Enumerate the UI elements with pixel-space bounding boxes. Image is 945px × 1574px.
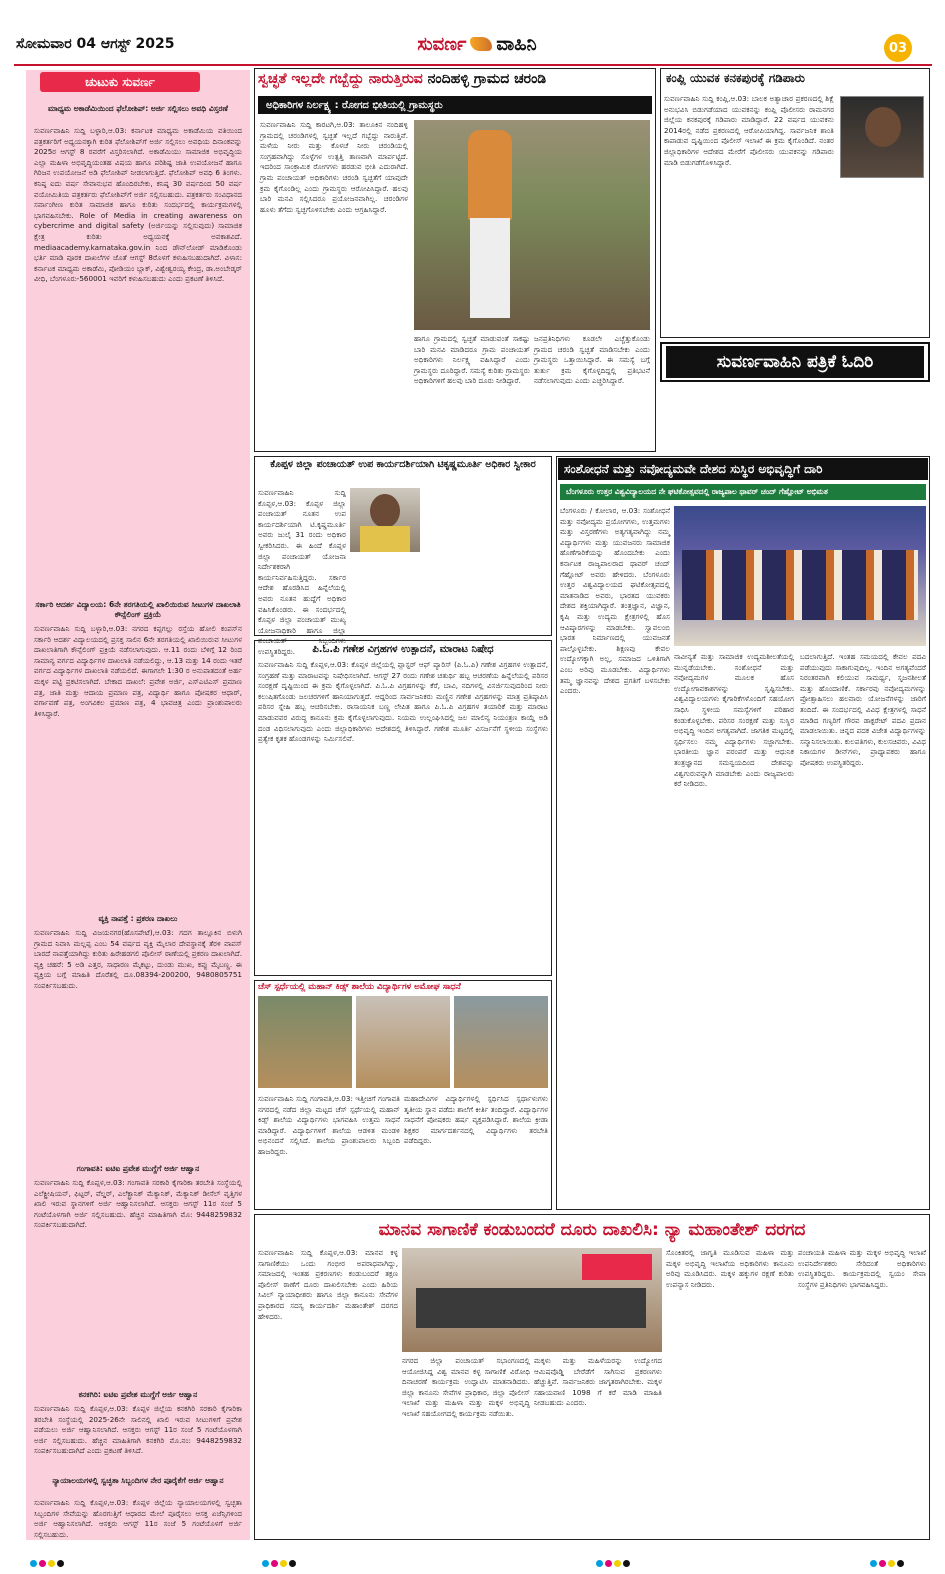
print-registration-marks	[870, 1552, 906, 1571]
convocation-body-col2: ನಾವೀನ್ಯತೆ ಮತ್ತು ಸಾಮಾಜಿಕ ಉದ್ಯಮಶೀಲತೆಯಲ್ಲಿ ಮುನ್ನಡೆಯಬೇಕು. ಸಂಶೋಧನೆ ಮತ್ತು ನವೋದ್ಯಮಗಳ ಮೂಲಕ ಹೊಸ ಉದ್ಯೋಗಾವಕಾಶಗಳನ್ನು ಸೃಷ್ಟಿಸಬೇಕು. ವಿಶ್ವವಿದ್ಯಾಲಯಗಳು ಕೈಗಾರಿಕೆಗಳೊಂದಿಗೆ ಸಹಯೋಗ ಸಾಧಿಸಿ ಸ್ಥಳೀಯ ಸಮಸ್ಯೆಗಳಿಗೆ ಪರಿಹಾರ ಕಂಡುಕೊಳ್ಳಬೇಕು. ಪರಿಸರ ಸಂರಕ್ಷಣೆ ಮತ್ತು ಸುಸ್ಥಿರ ಅಭಿವೃದ್ಧಿ ಇಂದಿನ ಅಗತ್ಯವಾಗಿದೆ. ಜಾಗತಿಕ ಮಟ್ಟದಲ್ಲಿ ಸ್ಪರ್ಧಿಸಲು ನಮ್ಮ ವಿದ್ಯಾರ್ಥಿಗಳು ಸಜ್ಜಾಗಬೇಕು. ಭಾರತೀಯ ಜ್ಞಾನ ಪರಂಪರೆ ಮತ್ತು ಆಧುನಿಕ ತಂತ್ರಜ್ಞಾನದ ಸಮನ್ವಯದಿಂದ ದೇಶವನ್ನು ವಿಶ್ವಗುರುವನ್ನಾಗಿ ಮಾಡಬೇಕು ಎಂದು ರಾಜ್ಯಪಾಲರು ಕರೆ ನೀಡಿದರು.	[674, 652, 794, 789]
print-registration-marks	[30, 1552, 66, 1571]
brief-body: ಸುವರ್ಣವಾಹಿನಿ ಸುದ್ದಿ ಕೊಪ್ಪಳ,ಆ.03: ಕೊಪ್ಪಳ ಜಿಲ್ಲೆಯ ಕನಕಗಿರಿ ಸರಕಾರಿ ಕೈಗಾರಿಕಾ ತರಬೇತಿ ಸಂಸ್ಥೆಯಲ್ಲಿ 2025-26ನೇ ಸಾಲಿನಲ್ಲಿ ಖಾಲಿ ಇರುವ ಸೀಟುಗಳಿಗೆ ಪ್ರವೇಶ ಪಡೆಯಲು ಅರ್ಜಿ ಆಹ್ವಾನಿಸಲಾಗಿದೆ. ಆಸಕ್ತರು ಆಗಸ್ಟ್ 11ರ ಸಂಜೆ 5 ಗಂಟೆಯೊಳಗಾಗಿ ಅರ್ಜಿ ಸಲ್ಲಿಸಬಹುದು. ಹೆಚ್ಚಿನ ಮಾಹಿತಿಗಾಗಿ ಕನಕಗಿರಿ ಮೊ.ನಂ: 9448259832 ಸಂಪರ್ಕಿಸಬಹುದಾಗಿದೆ ಎಂದು ಪ್ರಕಟಣೆ ತಿಳಿಸಿದೆ.	[34, 1404, 242, 1456]
village-headline-black: ನಂದಿಹಳ್ಳಿ ಗ್ರಾಮದ ಚರಂಡಿ	[427, 71, 547, 87]
masthead-logo	[397, 30, 557, 58]
logo-emblem-icon	[470, 37, 492, 51]
village-headline-red: ಸ್ವಚ್ಛತೆ ಇಲ್ಲದೇ ಗಬ್ಬೆದ್ದು ನಾರುತ್ತಿರುವ	[258, 71, 423, 87]
officer-body: ಸುವರ್ಣವಾಹಿನಿ ಸುದ್ದಿ ಕೊಪ್ಪಳ,ಆ.03: ಕೊಪ್ಪಳ ಜಿಲ್ಲಾ ಪಂಚಾಯತ್ ನೂತನ ಉಪ ಕಾರ್ಯದರ್ಶಿಯಾಗಿ ಟಿ.ಕೃಷ್ಣಮೂರ್ತಿ ಅವರು ಜುಲೈ 31 ರಂದು ಅಧಿಕಾರ ಸ್ವೀಕರಿಸಿದರು. ಈ ಹಿಂದೆ ಕೊಪ್ಪಳ ಜಿಲ್ಲಾ ಪಂಚಾಯತ್ ಯೋಜನಾ ನಿರ್ದೇಶಕರಾಗಿ ಕಾರ್ಯನಿರ್ವಹಿಸುತ್ತಿದ್ದರು. ಸರ್ಕಾರ ಆದೇಶ ಹೊರಡಿಸಿದ ಹಿನ್ನೆಲೆಯಲ್ಲಿ ಅವರು ನೂತನ ಹುದ್ದೆಗೆ ಅಧಿಕಾರ ವಹಿಸಿಕೊಂಡರು. ಈ ಸಂದರ್ಭದಲ್ಲಿ ಕೊಪ್ಪಳ ಜಿಲ್ಲಾ ಪಂಚಾಯತ್ ಮುಖ್ಯ ಯೋಜನಾಧಿಕಾರಿ ಹಾಗೂ ಜಿಲ್ಲಾ ಪಂಚಾಯತ್ ಸಿಬ್ಬಂದಿಗಳು ಉಪಸ್ಥಿತರಿದ್ದರು.	[258, 488, 346, 656]
convocation-body-col1: ಬೆಂಗಳೂರು / ಕೋಲಾರ, ಆ.03: ಸಂಶೋಧನೆ ಮತ್ತು ನವೋದ್ಯಮ ಪ್ರಯೋಗಗಳು, ಉತ್ತಮಗಳು ಮತ್ತು ವಿಸ್ತರಣೆಗಳು ಅತ್ಯಗತ್ಯವಾಗಿದ್ದು ನಮ್ಮ ವಿದ್ಯಾರ್ಥಿಗಳು ಮತ್ತು ಯುವಜನರು ಸಾಮಾಜಿಕ ಹೊಣೆಗಾರಿಕೆಯನ್ನು ಹೊಂದಬೇಕು ಎಂದು ಕರ್ನಾಟಕ ರಾಜ್ಯಪಾಲರಾದ ಥಾವರ್ ಚಂದ್ ಗೆಹ್ಲೋಟ್ ಅವರು ಹೇಳಿದರು. ಬೆಂಗಳೂರು ಉತ್ತರ ವಿಶ್ವವಿದ್ಯಾಲಯದ ಘಟಿಕೋತ್ಸವದಲ್ಲಿ ಮಾತನಾಡಿದ ಅವರು, ಭಾರತದ ಯುವಕರು ದೇಶದ ಶಕ್ತಿಯಾಗಿದ್ದಾರೆ. ತಂತ್ರಜ್ಞಾನ, ವಿಜ್ಞಾನ, ಕೃಷಿ ಮತ್ತು ಉದ್ಯಮ ಕ್ಷೇತ್ರಗಳಲ್ಲಿ ಹೊಸ ಆವಿಷ್ಕಾರಗಳನ್ನು ಮಾಡಬೇಕು. ಸ್ವಾವಲಂಬಿ ಭಾರತ ನಿರ್ಮಾಣದಲ್ಲಿ ಯುವಜನತೆ ಪಾಲ್ಗೊಳ್ಳಬೇಕು. ಶಿಕ್ಷಣವು ಕೇವಲ ಉದ್ಯೋಗಕ್ಕಾಗಿ ಅಲ್ಲ, ಸಮಾಜದ ಒಳಿತಿಗಾಗಿ ಎಂಬ ಅರಿವು ಮೂಡಬೇಕು. ವಿದ್ಯಾರ್ಥಿಗಳು ತಮ್ಮ ಜ್ಞಾನವನ್ನು ದೇಶದ ಪ್ರಗತಿಗೆ ಬಳಸಬೇಕು ಎಂದರು.	[560, 506, 670, 696]
trafficking-body-col3: ಮಕ್ಕಳು ಮತ್ತು ಮಹಿಳೆಯರನ್ನು ಉದ್ಯೋಗದ ಆಮಿಷವೊಡ್ಡಿ ಬೇರೆಡೆಗೆ ಸಾಗಿಸುವ ಪ್ರಕರಣಗಳು ಹೆಚ್ಚುತ್ತಿವೆ. ಸಾರ್ವಜನಿಕರು ಜಾಗೃತರಾಗಿರಬೇಕು. ಮಕ್ಕಳ ಸಹಾಯವಾಣಿ 1098 ಗೆ ಕರೆ ಮಾಡಿ ಮಾಹಿತಿ ನೀಡಬಹುದು ಎಂದರು.	[534, 1356, 662, 1408]
brief-body: ಸುವರ್ಣವಾಹಿನಿ ಸುದ್ದಿ ಬಳ್ಳಾರಿ,ಆ.03: ನಗರದ ಕಪ್ಪಗಲ್ಲು ರಸ್ತೆಯ ಹೋಲಿ ಕಂಪಸ್‌ನ ಸರ್ಕಾರಿ ಆದರ್ಶ ವಿದ್ಯಾಲಯದಲ್ಲಿ ಪ್ರಸಕ್ತ ಸಾಲಿನ 6ನೇ ತರಗತಿಯಲ್ಲಿ ಖಾಲಿಯಿರುವ ಸೀಟುಗಳ ದಾಖಲಾತಿಗಾಗಿ ಕೌನ್ಸೆಲಿಂಗ್ ಪ್ರಕ್ರಿಯೆ ನಡೆಸಲಾಗುವುದು. ಆ.11 ರಂದು ಬೆಳಿಗ್ಗೆ 12 ರಿಂದ ಸಾಮಾನ್ಯ ವರ್ಗದ ವಿದ್ಯಾರ್ಥಿಗಳ ದಾಖಲಾತಿ ನಡೆಯಲಿದ್ದು, ಆ.13 ಮತ್ತು 14 ರಂದು ಇತರೆ ವರ್ಗದ ವಿದ್ಯಾರ್ಥಿಗಳ ದಾಖಲಾತಿ ನಡೆಯಲಿದೆ. ಈಗಾಗಲೇ 1:30 ರ ಅನುಪಾತದಂತೆ ಅರ್ಹ ಮಕ್ಕಳ ಪಟ್ಟಿ ಪ್ರಕಟಿಸಲಾಗಿದೆ. ಬೇಕಾದ ದಾಖಲೆ: ಪ್ರವೇಶ ಅರ್ಜಿ, ಎಸ್‌ಎಟಿಎಸ್ ಪ್ರಮಾಣ ಪತ್ರ, ಜಾತಿ ಮತ್ತು ಆದಾಯ ಪ್ರಮಾಣ ಪತ್ರ, ವಿದ್ಯಾರ್ಥಿ ಹಾಗೂ ಪೋಷಕರ ಆಧಾರ್, ವರ್ಗಾವಣೆ ಪತ್ರ, ಅಂಗವಿಕಲ ಪ್ರಮಾಣ ಪತ್ರ, 4 ಭಾವಚಿತ್ರ ಎಂದು ಪ್ರಾಂಶುಪಾಲರು ತಿಳಿಸಿದ್ದಾರೆ.	[34, 624, 242, 718]
photo-person-shirt	[468, 130, 512, 220]
ganesha-headline: ಪಿ.ಓ.ಪಿ ಗಣೇಶ ವಿಗ್ರಹಗಳ ಉತ್ಪಾದನೆ, ಮಾರಾಟ ನಿಷೇಧ	[312, 644, 494, 655]
village-body-col3: ಜನಪ್ರತಿನಿಧಿಗಳು ಕೂಡಲೇ ಎಚ್ಚೆತ್ತುಕೊಂಡು ಗ್ರಾಮದ ಚರಂಡಿ ಸ್ವಚ್ಛತೆ ಮಾಡಿಸಬೇಕು ಎಂದು ಗ್ರಾಮಸ್ಥರು ಒತ್ತಾಯಿಸಿದ್ದಾರೆ. ಈ ಸಮಸ್ಯೆ ಬಗ್ಗೆ ತುರ್ತು ಕ್ರಮ ಕೈಗೊಳ್ಳದಿದ್ದಲ್ಲಿ ಪ್ರತಿಭಟನೆ ನಡೆಸಲಾಗುವುದು ಎಂದು ಎಚ್ಚರಿಸಿದ್ದಾರೆ.	[534, 334, 650, 386]
convocation-stage-photo	[674, 506, 926, 646]
brief-headline: ವ್ಯಕ್ತಿ ನಾಪತ್ತೆ : ಪ್ರಕರಣ ದಾಖಲು	[98, 914, 178, 923]
brief-headline: ಮಾಧ್ಯಮ ಅಕಾಡೆಮಿಯಿಂದ ಫೆಲೋಶಿಪ್: ಅರ್ಜಿ ಸಲ್ಲಿಸಲು ಅವಧಿ ವಿಸ್ತರಣೆ	[48, 104, 228, 113]
trafficking-body-col1: ಸುವರ್ಣವಾಹಿನಿ ಸುದ್ದಿ ಕೊಪ್ಪಳ,ಆ.03: ಮಾನವ ಕಳ್ಳ ಸಾಗಾಣಿಕೆಯು ಒಂದು ಗಂಭೀರ ಅಪರಾಧವಾಗಿದ್ದು, ಸಮಾಜದಲ್ಲಿ ಇಂತಹ ಪ್ರಕರಣಗಳು ಕಂಡುಬಂದರೆ ತಕ್ಷಣ ಪೊಲೀಸ್ ಠಾಣೆಗೆ ದೂರು ದಾಖಲಿಸಬೇಕು ಎಂದು ಹಿರಿಯ ಸಿವಿಲ್ ನ್ಯಾಯಾಧೀಶರು ಹಾಗೂ ಜಿಲ್ಲಾ ಕಾನೂನು ಸೇವೆಗಳ ಪ್ರಾಧಿಕಾರದ ಸದಸ್ಯ ಕಾರ್ಯದರ್ಶಿ ಮಹಾಂತೇಶ್ ದರಗದ ಹೇಳಿದರು.	[258, 1248, 398, 1321]
photo-banner	[582, 1254, 652, 1280]
student-photo-1	[258, 996, 352, 1088]
officer-photo	[350, 488, 420, 552]
brief-body: ಸುವರ್ಣವಾಹಿನಿ ಸುದ್ದಿ ಕೊಪ್ಪಳ,ಆ.03: ಕೊಪ್ಪಳ ಜಿಲ್ಲೆಯ ನ್ಯಾಯಾಲಯಗಳಲ್ಲಿ ಸ್ವಚ್ಛತಾ ಸಿಬ್ಬಂದಿಗಳ ಸೇವೆಯನ್ನು ಹೊರಗುತ್ತಿಗೆ ಆಧಾರದ ಮೇಲೆ ಪೂರೈಸಲು ಆಸಕ್ತ ಏಜೆನ್ಸಿಗಳಿಂದ ಅರ್ಜಿ ಆಹ್ವಾನಿಸಲಾಗಿದೆ. ಆಸಕ್ತರು ಆಗಸ್ಟ್ 11ರ ಸಂಜೆ 5 ಗಂಟೆಯೊಳಗೆ ಅರ್ಜಿ ಸಲ್ಲಿಸಬಹುದು.	[34, 1498, 242, 1539]
village-subheadline-band: ಅಧಿಕಾರಿಗಳ ನಿರ್ಲಕ್ಷ್ಯ : ರೋಗದ ಭೀತಿಯಲ್ಲಿ ಗ್ರಾಮಸ್ಥರು	[258, 96, 652, 114]
village-body-col2: ಹಾಗೂ ಗ್ರಾಮದಲ್ಲಿ ಸ್ವಚ್ಛತೆ ಮಾಡುವಂತೆ ಸಾಕಷ್ಟು ಬಾರಿ ಮನವಿ ಮಾಡಿದರೂ ಗ್ರಾಮ ಪಂಚಾಯತ್ ಅಧಿಕಾರಿಗಳು ನಿರ್ಲಕ್ಷ್ಯ ವಹಿಸಿದ್ದಾರೆ ಎಂದು ಗ್ರಾಮಸ್ಥರು ದೂರಿದ್ದಾರೆ. ಸಮಸ್ಯೆ ಕುರಿತು ಗ್ರಾಮಸ್ಥರು ಅಧಿಕಾರಿಗಳಿಗೆ ಹಲವು ಬಾರಿ ದೂರು ನೀಡಿದ್ದಾರೆ.	[414, 334, 530, 386]
photo-dais-table	[416, 1288, 646, 1328]
photo-dignitaries-row	[682, 550, 918, 620]
logo-left-text: ಸುವರ್ಣ	[417, 33, 467, 55]
kampli-body: ಸುವರ್ಣವಾಹಿನಿ ಸುದ್ದಿ ಕಂಪ್ಲಿ,ಆ.03: ಬಾಲಕ ಅತ್ಯಾಚಾರ ಪ್ರಕರಣದಲ್ಲಿ ಶಿಕ್ಷೆ ಅನುಭವಿಸಿ ಬಿಡುಗಡೆಯಾದ ಯುವಕನನ್ನು ಕಂಪ್ಲಿ ಪೊಲೀಸರು ರಾಮನಗರ ಜಿಲ್ಲೆಯ ಕನಕಪುರಕ್ಕೆ ಗಡಿಪಾರು ಮಾಡಿದ್ದಾರೆ. 22 ವರ್ಷದ ಯುವಕನು 2014ರಲ್ಲಿ ನಡೆದ ಪ್ರಕರಣದಲ್ಲಿ ಆರೋಪಿಯಾಗಿದ್ದ. ಸಾರ್ವಜನಿಕ ಶಾಂತಿ ಕಾಪಾಡುವ ದೃಷ್ಟಿಯಿಂದ ಪೊಲೀಸ್ ಇಲಾಖೆ ಈ ಕ್ರಮ ಕೈಗೊಂಡಿದೆ. ನಂತರ ಜಿಲ್ಲಾಧಿಕಾರಿಗಳ ಆದೇಶದ ಮೇರೆಗೆ ಪೊಲೀಸರು ಯುವಕನನ್ನು ಗಡಿಪಾರು ಮಾಡಿ ಬಿಡುಗಡೆಗೊಳಿಸಿದ್ದಾರೆ.	[664, 94, 834, 167]
brief-headline: ಸರ್ಕಾರಿ ಆದರ್ಶ ವಿದ್ಯಾಲಯ: 6ನೇ ತರಗತಿಯಲ್ಲಿ ಖಾಲಿಯಿರುವ ಸೀಟುಗಳ ದಾಖಲಾತಿ ಕೌನ್ಸೆಲಿಂಗ್ ಪ್ರಕ್ರಿಯೆ	[35, 600, 241, 619]
trafficking-event-photo	[402, 1248, 662, 1352]
trafficking-body-col4: ಸೊಂಕಿತರಲ್ಲಿ ಜಾಗೃತಿ ಮೂಡಿಸುವ ಮಹಿಳಾ ಮತ್ತು ಮಕ್ಕಳ ಅಭಿವೃದ್ಧಿ ಇಲಾಖೆಯ ಅಧಿಕಾರಿಗಳು ಕಾನೂನು ಅರಿವು ಮೂಡಿಸಿದರು. ಮಕ್ಕಳ ಹಕ್ಕುಗಳ ರಕ್ಷಣೆ ಕುರಿತು ಉಪನ್ಯಾಸ ನೀಡಿದರು.	[666, 1248, 794, 1289]
village-body-col1: ಸುವರ್ಣವಾಹಿನಿ ಸುದ್ದಿ ಕಾರಟಗಿ,ಆ.03: ತಾಲೂಕಿನ ನಂದಿಹಳ್ಳಿ ಗ್ರಾಮದಲ್ಲಿ ಚರಂಡಿಗಳಲ್ಲಿ ಸ್ವಚ್ಛತೆ ಇಲ್ಲದೆ ಗಬ್ಬೆದ್ದು ನಾರುತ್ತಿವೆ. ಮಳೆಯ ನೀರು ಮತ್ತು ಕೊಳಚೆ ನೀರು ಚರಂಡಿಯಲ್ಲಿ ಸಂಗ್ರಹವಾಗಿದ್ದು ಸೊಳ್ಳೆಗಳ ಉತ್ಪತ್ತಿ ತಾಣವಾಗಿ ಮಾರ್ಪಟ್ಟಿದೆ. ಇದರಿಂದ ಸಾಂಕ್ರಾಮಿಕ ರೋಗಗಳು ಹರಡುವ ಭೀತಿ ಎದುರಾಗಿದೆ. ಗ್ರಾಮ ಪಂಚಾಯತ್ ಅಧಿಕಾರಿಗಳು ಚರಂಡಿ ಸ್ವಚ್ಛತೆಗೆ ಯಾವುದೇ ಕ್ರಮ ಕೈಗೊಂಡಿಲ್ಲ ಎಂದು ಗ್ರಾಮಸ್ಥರು ಆರೋಪಿಸಿದ್ದಾರೆ. ಹಲವು ಬಾರಿ ಮನವಿ ಸಲ್ಲಿಸಿದರೂ ಪ್ರಯೋಜನವಾಗಿಲ್ಲ. ಚರಂಡಿಗಳ ಹೂಳು ತೆಗೆದು ಸ್ವಚ್ಛಗೊಳಿಸಬೇಕು ಎಂದು ಆಗ್ರಹಿಸಿದ್ದಾರೆ.	[260, 120, 408, 214]
officer-shirt	[360, 526, 410, 552]
brief-headline: ನ್ಯಾಯಾಲಯಗಳಲ್ಲಿ ಸ್ವಚ್ಛತಾ ಸಿಬ್ಬಂದಿಗಳ ನೇರ ಪೂರೈಕೆಗೆ ಅರ್ಜಿ ಆಹ್ವಾನ	[52, 1476, 224, 1485]
convocation-headline: ಸಂಶೋಧನೆ ಮತ್ತು ನವೋದ್ಯಮವೇ ದೇಶದ ಸುಸ್ಥಿರ ಅಭಿವೃದ್ಧಿಗೆ ದಾರಿ	[558, 458, 928, 480]
chess-headline: ಚೆಸ್ ಸ್ಪರ್ಧೆಯಲ್ಲಿ ಮಹಾನ್ ಕಿಡ್ಸ್ ಶಾಲೆಯ ವಿದ್ಯಾರ್ಥಿಗಳ ಅಮೋಘ ಸಾಧನೆ	[258, 982, 461, 992]
brief-headline: ಗಂಗಾವತಿ: ಐಟಿಐ ಪ್ರವೇಶ ಮುಗ್ದೆಗೆ ಅರ್ಜಿ ಆಹ್ವಾನ	[76, 1164, 200, 1173]
brief-body: ಸುವರ್ಣವಾಹಿನಿ ಸುದ್ದಿ ವಿಜಯನಗರ(ಹೊಸಪೇಟೆ),ಆ.03: ಗದಗ ತಾಲ್ಲೂಕಿನ ಬಿಳುಗಿ ಗ್ರಾಮದ ನಿವಾಸಿ ಮಲ್ಲಪ್ಪ ಎಂಬ 54 ವರ್ಷದ ವ್ಯಕ್ತಿ ಮೈಲಾರ ದೇವಸ್ಥಾನಕ್ಕೆ ತೆರಳಿ ವಾಪಸ್ ಬಾರದೆ ನಾಪತ್ತೆಯಾಗಿದ್ದು ಕುರಿತು ಹಿರೇಹಡಗಲಿ ಪೊಲೀಸ್ ಠಾಣೆಯಲ್ಲಿ ಪ್ರಕರಣ ದಾಖಲಾಗಿದೆ. ವ್ಯಕ್ತಿ ಚಹರೆ: 5 ಅಡಿ ಎತ್ತರ, ಸಾಧಾರಣ ಮೈಕಟ್ಟು, ದುಂಡು ಮುಖ, ಕಪ್ಪು ಮೈಬಣ್ಣ. ಈ ವ್ಯಕ್ತಿಯ ಬಗ್ಗೆ ಮಾಹಿತಿ ದೊರೆತಲ್ಲಿ ದೂ.08394-200200, 9480805751 ಸಂಪರ್ಕಿಸಬಹುದು.	[34, 928, 242, 990]
trafficking-body-col2: ನಗರದ ಜಿಲ್ಲಾ ಪಂಚಾಯತ್ ಸಭಾಂಗಣದಲ್ಲಿ ಆಯೋಜಿಸಿದ್ದ ವಿಶ್ವ ಮಾನವ ಕಳ್ಳ ಸಾಗಾಣಿಕೆ ವಿರೋಧಿ ದಿನಾಚರಣೆ ಕಾರ್ಯಕ್ರಮ ಉದ್ಘಾಟಿಸಿ ಮಾತನಾಡಿದರು. ಜಿಲ್ಲಾ ಕಾನೂನು ಸೇವೆಗಳ ಪ್ರಾಧಿಕಾರ, ಜಿಲ್ಲಾ ಪೊಲೀಸ್ ಇಲಾಖೆ ಮತ್ತು ಮಹಿಳಾ ಮತ್ತು ಮಕ್ಕಳ ಅಭಿವೃದ್ಧಿ ಇಲಾಖೆ ಸಹಯೋಗದಲ್ಲಿ ಕಾರ್ಯಕ್ರಮ ನಡೆಯಿತು.	[402, 1356, 530, 1418]
trafficking-body-col5: ಪಂಚಾಯತಿ ಮಹಿಳಾ ಮತ್ತು ಮಕ್ಕಳ ಅಭಿವೃದ್ಧಿ ಇಲಾಖೆ ಉಪನಿರ್ದೇಶಕರು ಸೇರಿದಂತೆ ಅಧಿಕಾರಿಗಳು ಉಪಸ್ಥಿತರಿದ್ದರು. ಕಾರ್ಯಕ್ರಮದಲ್ಲಿ ಸ್ವಯಂ ಸೇವಾ ಸಂಸ್ಥೆಗಳ ಪ್ರತಿನಿಧಿಗಳು ಭಾಗವಹಿಸಿದ್ದರು.	[798, 1248, 926, 1289]
village-drain-photo	[414, 120, 650, 330]
print-registration-marks	[596, 1552, 632, 1571]
trafficking-headline: ಮಾನವ ಸಾಗಾಣಿಕೆ ಕಂಡುಬಂದರೆ ದೂರು ದಾಖಲಿಸಿ: ನ್ಯಾ ಮಹಾಂತೇಶ್ ದರಗದ	[378, 1219, 806, 1240]
accused-face	[865, 107, 901, 147]
chess-body-col2: ಮಹಾದೇವಿಗಳ ವಿದ್ಯಾರ್ಥಿಗಳಲ್ಲಿ ಸ್ಪರ್ಧಿಸಿದ ಸ್ಪರ್ಧಾಳುಗಳು ತೃತೀಯ ಸ್ಥಾನ ಪಡೆದು ಶಾಲೆಗೆ ಕೀರ್ತಿ ತಂದಿದ್ದಾರೆ. ವಿದ್ಯಾರ್ಥಿಗಳ ಸಾಧನೆಗೆ ಪೋಷಕರು ಹರ್ಷ ವ್ಯಕ್ತಪಡಿಸಿದ್ದಾರೆ. ಶಾಲೆಯ ಕ್ರೀಡಾ ಶಿಕ್ಷಕರ ಮಾರ್ಗದರ್ಶನದಲ್ಲಿ ವಿದ್ಯಾರ್ಥಿಗಳು ತರಬೇತಿ ಪಡೆದಿದ್ದರು.	[404, 1094, 548, 1146]
ganesha-body: ಸುವರ್ಣವಾಹಿನಿ ಸುದ್ದಿ ಕೊಪ್ಪಳ,ಆ.03: ಕೊಪ್ಪಳ ಜಿಲ್ಲೆಯಲ್ಲಿ ಪ್ಲಾಸ್ಟರ್ ಆಫ್ ಪ್ಯಾರಿಸ್ (ಪಿ.ಓ.ಪಿ) ಗಣೇಶ ವಿಗ್ರಹಗಳ ಉತ್ಪಾದನೆ, ಸಂಗ್ರಹಣೆ ಮತ್ತು ಮಾರಾಟವನ್ನು ನಿಷೇಧಿಸಲಾಗಿದೆ. ಆಗಸ್ಟ್ 27 ರಂದು ಗಣೇಶ ಚತುರ್ಥಿ ಹಬ್ಬ ಆಚರಣೆಯ ಹಿನ್ನೆಲೆಯಲ್ಲಿ ಪರಿಸರ ಸಂರಕ್ಷಣೆ ದೃಷ್ಟಿಯಿಂದ ಈ ಕ್ರಮ ಕೈಗೊಳ್ಳಲಾಗಿದೆ. ಪಿ.ಓ.ಪಿ ವಿಗ್ರಹಗಳನ್ನು ಕೆರೆ, ಬಾವಿ, ನದಿಗಳಲ್ಲಿ ವಿಸರ್ಜಿಸುವುದರಿಂದ ನೀರು ಕಲುಷಿತಗೊಂಡು ಜಲಚರಗಳಿಗೆ ಹಾನಿಯಾಗುತ್ತದೆ. ಆದ್ದರಿಂದ ಸಾರ್ವಜನಿಕರು ಮಣ್ಣಿನ ಗಣೇಶ ವಿಗ್ರಹಗಳನ್ನು ಮಾತ್ರ ಪ್ರತಿಷ್ಠಾಪಿಸಿ ಪರಿಸರ ಸ್ನೇಹಿ ಹಬ್ಬ ಆಚರಿಸಬೇಕು. ರಾಸಾಯನಿಕ ಬಣ್ಣ ಲೇಪಿತ ಹಾಗೂ ಪಿ.ಓ.ಪಿ ವಿಗ್ರಹಗಳ ತಯಾರಿಕೆ ಮತ್ತು ಮಾರಾಟ ಮಾಡುವವರ ವಿರುದ್ಧ ಕಾನೂನು ಕ್ರಮ ಕೈಗೊಳ್ಳಲಾಗುವುದು. ನಿಯಮ ಉಲ್ಲಂಘಿಸಿದಲ್ಲಿ ಜಲ ಮಾಲಿನ್ಯ ನಿಯಂತ್ರಣ ಕಾಯ್ದೆ ಅಡಿ ದಂಡ ವಿಧಿಸಲಾಗುವುದು ಎಂದು ಜಿಲ್ಲಾಧಿಕಾರಿಗಳು ಆದೇಶದಲ್ಲಿ ತಿಳಿಸಿದ್ದಾರೆ. ಗಣೇಶ ಮೂರ್ತಿ ವಿಸರ್ಜನೆಗೆ ಸ್ಥಳೀಯ ಸಂಸ್ಥೆಗಳು ಪ್ರತ್ಯೇಕ ಕೃತಕ ಹೊಂಡಗಳನ್ನು ನಿರ್ಮಿಸಲಿವೆ.	[258, 660, 548, 744]
kampli-headline: ಕಂಪ್ಲಿ ಯುವಕ ಕನಕಪುರಕ್ಕೆ ಗಡಿಪಾರು	[666, 71, 805, 85]
masthead-divider	[14, 64, 932, 66]
subscribe-banner: ಸುವರ್ಣವಾಹಿನಿ ಪತ್ರಿಕೆ ಓದಿರಿ	[666, 346, 924, 378]
chutuku-section-title: ಚುಟುಕು ಸುವರ್ಣ	[40, 72, 200, 92]
officer-headline: ಕೊಪ್ಪಳ ಜಿಲ್ಲಾ ಪಂಚಾಯತ್ ಉಪ ಕಾರ್ಯದರ್ಶಿಯಾಗಿ ಟಿಕೃಷ್ಣಮೂರ್ತಿ ಅಧಿಕಾರ ಸ್ವೀಕಾರ	[270, 459, 536, 470]
student-photo-3	[454, 996, 548, 1088]
village-headline	[258, 72, 652, 87]
accused-photo	[840, 96, 924, 178]
brief-headline: ಕನಕಗಿರಿ: ಐಟಿಐ ಪ್ರವೇಶ ಮುಗ್ದೆಗೆ ಅರ್ಜಿ ಆಹ್ವಾನ	[78, 1390, 198, 1399]
convocation-body-col3: ಬದಲಾಗುತ್ತಿದೆ. ಇಂತಹ ಸಮಯದಲ್ಲಿ ಕೇವಲ ಪದವಿ ಪಡೆಯುವುದು ಸಾಕಾಗುವುದಿಲ್ಲ. ಇಂದಿನ ಅಗತ್ಯವೆಂದರೆ ನಿರಂತರವಾಗಿ ಕಲಿಯುವ ಸಾಮರ್ಥ್ಯ, ಸೃಜನಶೀಲತೆ ಮತ್ತು ಹೊಂದಾಣಿಕೆ. ಸರ್ಕಾರವು ನವೋದ್ಯಮಗಳನ್ನು ಪ್ರೋತ್ಸಾಹಿಸಲು ಹಲವಾರು ಯೋಜನೆಗಳನ್ನು ಜಾರಿಗೆ ತಂದಿದೆ. ಈ ಸಂದರ್ಭದಲ್ಲಿ ವಿವಿಧ ಕ್ಷೇತ್ರಗಳಲ್ಲಿ ಸಾಧನೆ ಮಾಡಿದ ಗಣ್ಯರಿಗೆ ಗೌರವ ಡಾಕ್ಟರೇಟ್ ಪದವಿ ಪ್ರದಾನ ಮಾಡಲಾಯಿತು. ಚಿನ್ನದ ಪದಕ ವಿಜೇತ ವಿದ್ಯಾರ್ಥಿಗಳನ್ನು ಸನ್ಮಾನಿಸಲಾಯಿತು. ಕುಲಪತಿಗಳು, ಕುಲಸಚಿವರು, ವಿವಿಧ ನಿಕಾಯಗಳ ಡೀನ್‌ಗಳು, ಪ್ರಾಧ್ಯಾಪಕರು ಹಾಗೂ ಪೋಷಕರು ಉಪಸ್ಥಿತರಿದ್ದರು.	[800, 652, 926, 767]
issue-date: ಸೋಮವಾರ 04 ಆಗಸ್ಟ್ 2025	[16, 36, 175, 52]
photo-person-dhoti	[470, 218, 510, 318]
page-number: 03	[884, 34, 912, 62]
logo-right-text: ವಾಹಿನಿ	[496, 33, 537, 55]
student-photo-2	[356, 996, 450, 1088]
chess-body-col1: ಸುವರ್ಣವಾಹಿನಿ ಸುದ್ದಿ ಗಂಗಾವತಿ,ಆ.03: ಇತ್ತೀಚಿಗೆ ಗಂಗಾವತಿ ನಗರದಲ್ಲಿ ನಡೆದ ಜಿಲ್ಲಾ ಮಟ್ಟದ ಚೆಸ್ ಸ್ಪರ್ಧೆಯಲ್ಲಿ ಮಹಾನ್ ಕಿಡ್ಸ್ ಶಾಲೆಯ ವಿದ್ಯಾರ್ಥಿಗಳು ಭಾಗವಹಿಸಿ ಉತ್ತಮ ಸಾಧನೆ ಮಾಡಿದ್ದಾರೆ. ವಿದ್ಯಾರ್ಥಿಗಳಿಗೆ ಶಾಲೆಯ ಆಡಳಿತ ಮಂಡಳಿ ಅಭಿನಂದನೆ ಸಲ್ಲಿಸಿದೆ. ಶಾಲೆಯ ಪ್ರಾಂಶುಪಾಲರು ಸಿಬ್ಬಂದಿ ಹಾಜರಿದ್ದರು.	[258, 1094, 400, 1156]
convocation-subheadline: ಬೆಂಗಳೂರು ಉತ್ತರ ವಿಶ್ವವಿದ್ಯಾಲಯದ ನೇ ಘಟಿಕೋತ್ಸವದಲ್ಲಿ ರಾಜ್ಯಪಾಲ ಥಾವರ್ ಚಂದ್ ಗೆಹ್ಲೋಟ್ ಅಭಿಮತ	[560, 484, 926, 500]
print-registration-marks	[262, 1552, 298, 1571]
brief-body: ಸುವರ್ಣವಾಹಿನಿ ಸುದ್ದಿ ಬಳ್ಳಾರಿ,ಆ.03: ಕರ್ನಾಟಕ ಮಾಧ್ಯಮ ಅಕಾಡೆಮಿಯ ವತಿಯಿಂದ ಪತ್ರಕರ್ತರಿಗೆ ಅಧ್ಯಯನಕ್ಕಾಗಿ ಕುರಿತ ಫೆಲೋಶಿಪ್‌ಗೆ ಅರ್ಜಿ ಸಲ್ಲಿಸಲು ಅವಧಿಯ ದಿನಾಂಕವನ್ನು 2025ರ ಆಗಸ್ಟ್ 8 ರವರೆಗೆ ವಿಸ್ತರಿಸಲಾಗಿದೆ. ಅಕಾಡೆಮಿಯು ಸಾಮಾಜಿಕ ಅಭಿವೃದ್ಧಿಯ ಎಲ್ಲಾ ಮಹಿಳಾ ಅಭಿವೃದ್ಧಿಯಂತಹ ವಿಷಯ ಹಾಗೂ ಪರಿಶಿಷ್ಟ ಜಾತಿ ಉಪಯೋಜನೆ ಹಾಗೂ ಗಿರಿಜನ ಉಪಯೋಜನೆ ಅಡಿ ಫೆಲೋಶಿಪ್ ನೀಡಲಾಗುತ್ತಿದೆ. ಫೆಲೋಶಿಪ್ ಅವಧಿ 6 ತಿಂಗಳು. ಕನಿಷ್ಠ ಐದು ವರ್ಷ ಸೇವಾನುಭವ ಹೊಂದಿರಬೇಕು, ಕನಿಷ್ಠ 30 ವರ್ಷದಿಂದ 50 ವರ್ಷ ವಯೋಮಿತಿಯ ಪತ್ರಕರ್ತರು ಫೆಲೋಶಿಪ್‌ಗೆ ಅರ್ಜಿ ಸಲ್ಲಿಸಬಹುದು. ಪತ್ರಕರ್ತರು ಸಂವಿಧಾನದ ಸರ್ವಾಂಗೀಣ ಕುರಿತ ಸಾಮಾಜಿಕ ಹಾಗೂ ಕುರಿತು ಸಂದರ್ಭದಲ್ಲಿ ಕಾರ್ಯಕ್ರಮಗಳಲ್ಲಿ ಭಾಗವಹಿಸಬೇಕು. Role of Media in creating awareness on cybercrime and digital safety (ಅರ್ಜಿಯನ್ನು ಸಲ್ಲಿಸುವುದು) ಸಾಮಾಜಿಕ ಕ್ಷೇತ್ರ ಕುರಿತು ಅಧ್ಯಯನಕ್ಕೆ ಅವಕಾಶವಿದೆ. mediaacademy.karnataka.gov.in ನಿಂದ ಡೌನ್‌ಲೋಡ್ ಮಾಡಿಕೊಂಡು ಭರ್ತಿ ಮಾಡಿ ಪೂರಕ ದಾಖಲೆಗಳ ಜೊತೆ ಆಗಸ್ಟ್ 8ರೊಳಗೆ ಕಳುಹಿಸಬಹುದಾಗಿದೆ. ವಿಳಾಸ: ಕರ್ನಾಟಕ ಮಾಧ್ಯಮ ಅಕಾಡೆಮಿ, ಪೋಡಿಯಂ ಬ್ಲಾಕ್, ವಿಶ್ವೇಶ್ವರಯ್ಯ ಕೇಂದ್ರ, ಡಾ.ಅಂಬೇಡ್ಕರ್ ವೀಧಿ, ಬೆಂಗಳೂರು-560001 ಇವರಿಗೆ ಕಳುಹಿಸಬಹುದು ಎಂದು ಪ್ರಕಟಣೆ ತಿಳಿಸಿದೆ.	[34, 126, 242, 284]
officer-face	[370, 494, 400, 528]
brief-body: ಸುವರ್ಣವಾಹಿನಿ ಸುದ್ದಿ ಕೊಪ್ಪಳ,ಆ.03: ಗಂಗಾವತಿ ಸರಕಾರಿ ಕೈಗಾರಿಕಾ ತರಬೇತಿ ಸಂಸ್ಥೆಯಲ್ಲಿ ಎಲೆಕ್ಟ್ರೀಷಿಯನ್, ಫಿಟ್ಟರ್, ವೆಲ್ಡರ್, ಎಲೆಕ್ಟ್ರಾನಿಕ್ ಮೆಕ್ಯಾನಿಕ್, ಮೆಕ್ಯಾನಿಕ್ ಡೀಸೆಲ್ ವೃತ್ತಿಗಳ ಖಾಲಿ ಇರುವ ಸ್ಥಾನಗಳಿಗೆ ಅರ್ಜಿ ಆಹ್ವಾನಿಸಲಾಗಿದೆ. ಆಸಕ್ತರು ಆಗಸ್ಟ್ 11ರ ಸಂಜೆ 5 ಗಂಟೆಯೊಳಗಾಗಿ ಅರ್ಜಿ ಸಲ್ಲಿಸಬಹುದು. ಹೆಚ್ಚಿನ ಮಾಹಿತಿಗಾಗಿ ಮೊ: 9448259832 ಸಂಪರ್ಕಿಸಬಹುದಾಗಿದೆ.	[34, 1178, 242, 1230]
